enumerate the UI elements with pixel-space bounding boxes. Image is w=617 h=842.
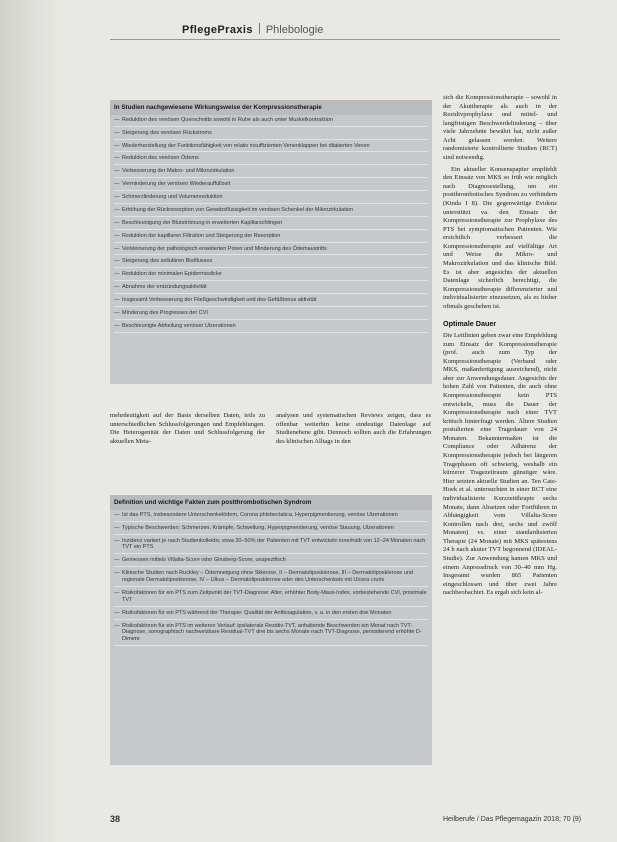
list-item: — Reduktion des venösen Querschnitts sowohl in Ruhe als auch unter Muskelkontraktion [114, 117, 428, 127]
list-item: — Risikofaktoren für ein PTS im weiteren Verlauf: ipsilaterale Rezidiv-TVT, anhaltende Beschwerden ein Monat nach TVT-Diagnose, sonographisch nachweisbare Residual-TVT drei bis sechs Monate nach TVT-Diagnose, persistierend erhöhte D-Dimere [114, 623, 428, 647]
subheading-optimale-dauer: Optimale Dauer [443, 319, 497, 329]
list-item: — Inzidenz variiert je nach Studienkollektiv, etwa 20–50% der Patienten mit TVT entwickeln innerhalb von 12–24 Monaten nach TVT ein PTS [114, 538, 428, 555]
footer-magazine: Heilberufe / Das Pflegemagazin 2018; 70 (9) [443, 816, 582, 823]
body-column-left [110, 412, 265, 446]
list-item: — Beschleunigung der Blutströmung in erweiterten Kapillarschlingen [114, 220, 428, 230]
list-item: — Typische Beschwerden: Schmerzen, Krämpfe, Schwellung, Hyperpigmentierung, venöse Stauung, Ulzerationen [114, 525, 428, 535]
definition-list [110, 510, 432, 646]
page-edge-shadow [0, 0, 60, 842]
list-item: — Erhöhung der Rückresorption von Gewebsflüssigkeit im venösen Schenkel der Mikrozirkulation [114, 207, 428, 217]
list-item: — Klinische Studien nach Ruckley – Ödemneigung ohne Sklerose, II – Dermatoliposklerose, III – Dermatoliposklerose und regionale Dermatoliposklerose, IV – Ulkus – Dermatoliposklerose oder des Unterschenkels mit Ulcera cruris [114, 570, 428, 587]
list-item: — Insgesamt Verbesserung der Fließgeschwindigkeit und des Gefäßtonus aktivität [114, 297, 428, 307]
effects-box-title: In Studien nachgewiesene Wirkungsweise der Kompressionstherapie [110, 100, 432, 115]
list-item: — Verkleinerung der pathologisch erweiterten Poren und Minderung des Ödemaustritts [114, 246, 428, 256]
page-number: 38 [110, 814, 121, 824]
list-item: — Abnahme der entzündungsaktivität [114, 284, 428, 294]
body-paragraph: Ein aktueller Konsenspapier empfiehlt den Einsatz von MKS so früh wie möglich nach Diagnosestellung, um ein postthrombotisches Syndrom zu verhindern (Kinda I 8). Die gegenwärtige Evidenz unterstützt va. den Einsatz der Kompressionstherapie zur Prophylaxe des PTS bei symptomatischen Patienten. Wie ersichtlich verbessert die Kompressionstherapie auf vielfältige Art und Weise die Mikro- und Makrozirkulation und das klinische Bild. Es ist aber angesichts der aktuellen Datenlage sicherlich berechtigt, die Kompressionstherapie differenzierter und individualisierter einzusetzen, als es bisher oftmals geschehen ist. [443, 165, 557, 310]
effects-list [110, 115, 432, 333]
list-item: — Schmerzlinderung und Volumenreduktion [114, 194, 428, 204]
list-item: — Reduktion der minimalen Epidermisdicke [114, 271, 428, 281]
header-section: Phlebologie [265, 24, 324, 36]
list-item: — Verbesserung der Makro- und Mikrozirkulation [114, 168, 428, 178]
effects-info-box [110, 100, 432, 384]
list-item: — Risikofaktoren für ein PTS während der Therapie: Qualität der Antikoagulation, v. a. in den ersten drei Monaten [114, 610, 428, 620]
body-column-middle [276, 412, 431, 446]
body-paragraph: analysen und systematischen Reviews zeigen, dass es offenbar weiterhin keine eindeutige Datenlage auf Studienebene gibt. Dennoch sollten auch die Erfahrungen des klinischen Alltags in den [276, 412, 431, 445]
list-item: — Wiederherstellung der Funktionsfähigkeit von relativ insuffizienten Venenklappen bei dilatierten Venen [114, 143, 428, 153]
list-item: — Minderung des Progresses der CVI [114, 310, 428, 320]
definition-info-box [110, 495, 432, 765]
body-paragraph: mehrdeutigkeit auf der Basis derselben Daten, teils zu unterschiedlichen Schlussfolgerungen und Empfehlungen. Die Heterogenität der Daten und Schlussfolgerung der aktuellen Meta- [110, 412, 265, 445]
body-paragraph: Die Leitlinien geben zwar eine Empfehlung zum Einsatz der Kompressionstherapie (prof. auch zum Typ der Kompressionstherapie (Verband oder MKS, maßanfertigung ausreichend), nicht aber zur Anwendungsdauer. Angesichts der hohen Zahl von Patienten, die auch ohne Kompressionstherapie kein PTS entwickeln, muss die Dauer der Kompressionstherapie nach einer TVT kritisch hinterfragt werden. Ältere Studien postulierten eine Tragedauer von 24 Monaten. Bekanntermaßen ist die Compliance oder Adhärenz der Kompressionstherapie jedoch bei längeren Tragephasen oft schwierig, weshalb ein kürzerer Tragezeitraum günstiger wäre. Hier setzten aktuelle Studien an. Ten Cate-Hoek et al. untersuchten in einer RCT eine individualisierte Kurzzeitthrapie sechs Monate, dann Absetzen oder Fortführen in Abhängigkeit vom Villalta-Score Kontrollen nach drei, sechs und zwölf Monaten) vs. einer standardisierten Therapie (24 Monate) mit MKS spätestens 24 h nach akuter TVT begonnend (IDEAL-Studie). Zur Anwendung kamen MKS und einem Anpressdruck von 30–40 mm Hg. Insgesamt wurden 865 Patienten eingeschlossen und über zwei Jahre nachbeobachtet. Es ergab sich kein al- [443, 331, 557, 597]
body-column-right [443, 94, 557, 598]
list-item: — Verminderung der venösen Wiederauffüllzeit [114, 181, 428, 191]
list-item: — Gemessen mittels Villalta-Score oder Ginsberg-Score, unspezifisch [114, 557, 428, 567]
list-item: — Reduktion des venösen Ödems [114, 155, 428, 165]
definition-box-title: Definition und wichtige Fakten zum postthrombotischen Syndrom [110, 495, 432, 510]
header-separator [259, 23, 260, 34]
header-brand: PflegePraxis [182, 24, 253, 36]
list-item: — Risikofaktoren für ein PTS zum Zeitpunkt der TVT-Diagnose: Alter, erhöhter Body-Mass-Index, vorbestehende CVI, proximale TVT [114, 590, 428, 607]
list-item: — Reduktion der kapillaren Filtration und Steigerung der Resorption [114, 233, 428, 243]
list-item: — Steigerung des venösen Rückstroms [114, 130, 428, 140]
running-header [182, 23, 482, 39]
list-item: — Beschleunigte Abheilung venöser Ulzerationen [114, 323, 428, 333]
body-paragraph: sich die Kompressionstherapie – sowohl in der Akuttherapie als auch in der Rezidivprophylaxe und mittel- und langfristigen Beschwerdelinderung – über viele Jahrzehnte bewährt hat, nicht außer Acht gelassen werden. Weitere randomisierte kontrollierte Studien (RCT) sind notwendig. [443, 94, 557, 162]
list-item: — Ist das PTS, insbesondere Unterschenkelödem, Corona phlebectatica, Hyperpigmentierung, venöse Ulzerationen [114, 512, 428, 522]
list-item: — Steigerung des zellulären Blutflusses [114, 258, 428, 268]
header-rule [110, 39, 560, 40]
